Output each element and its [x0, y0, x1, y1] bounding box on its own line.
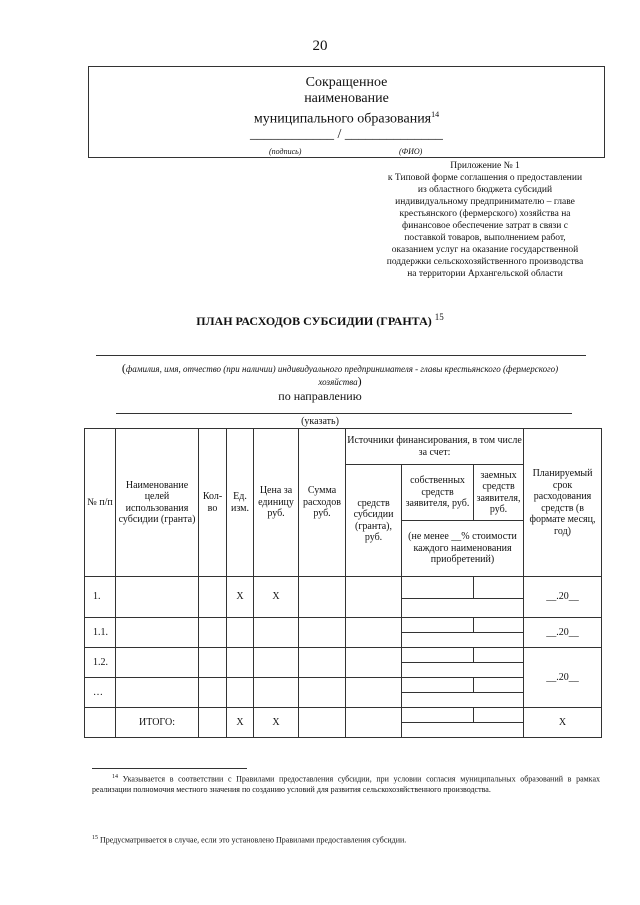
total-sum	[299, 708, 346, 738]
total-price: Х	[254, 708, 299, 738]
row-term: __.20__	[524, 577, 602, 618]
row-term: __.20__	[524, 618, 602, 648]
direction-caption: (указать)	[301, 416, 339, 427]
row-sum	[299, 577, 346, 618]
row-own	[402, 648, 474, 663]
row-price	[254, 648, 299, 678]
header-term: Планируемый срок расходования средств (в формате месяц, год)	[524, 429, 602, 577]
short-name-line3: муниципального образования$^{14}$	[253, 110, 440, 127]
expense-plan-table	[84, 428, 602, 738]
header-loan-funds: заемных средств заявителя, руб.	[474, 465, 524, 521]
total-qty	[199, 708, 227, 738]
short-name-line2: наименование	[304, 91, 389, 106]
appendix-note: Приложение № 1 к Типовой форме соглашения о предоставлении из областного бюджета субсидий индивидуальному предпринимателю – главе крестьянского (фермерского) хозяйства на финансовое обеспечение затрат в связи с поставкой товаров, выполнением работ, оказанием услуг на оказание государственной поддержки сельскохозяйственного производства на территории Архангельской области	[386, 161, 584, 279]
row-qty	[199, 618, 227, 648]
page-number: 20	[312, 38, 328, 54]
footnote-14: $^{14}$ Указывается в соответствии с Правилами предоставления субсидии, при условии согласия муниципальных образований в рамках реализации полномочия местного значения по созданию условий для развития сельскохозяйственного производства.	[92, 774, 600, 795]
row-subsidy	[346, 648, 402, 678]
header-purpose: Наименование целей использования субсидии (гранта)	[116, 429, 199, 577]
signature-block	[88, 66, 605, 158]
row-unit: Х	[227, 577, 254, 618]
row-num: 1.2.	[85, 648, 116, 678]
row-subsidy	[346, 678, 402, 708]
header-own-funds: собственных средств заявителя, руб.	[402, 465, 474, 521]
row-own	[402, 577, 474, 599]
header-qty: Кол-во	[199, 429, 227, 577]
fio-fill-line	[96, 355, 586, 356]
row-price: Х	[254, 577, 299, 618]
header-unit: Ед. изм.	[227, 429, 254, 577]
footnote-ref-14: 14	[431, 110, 440, 119]
header-min-share: (не менее __% стоимости каждого наименования приобретений)	[402, 521, 524, 577]
total-own	[402, 708, 474, 723]
total-share	[402, 723, 524, 738]
row-share	[402, 663, 524, 678]
row-qty	[199, 577, 227, 618]
row-subsidy	[346, 577, 402, 618]
row-sum	[299, 618, 346, 648]
row-loan	[474, 577, 524, 599]
row-price	[254, 678, 299, 708]
footnote-separator	[92, 768, 247, 769]
row-sum	[299, 678, 346, 708]
row-num: …	[85, 678, 116, 708]
total-term: Х	[524, 708, 602, 738]
row-purpose	[116, 618, 199, 648]
row-unit	[227, 618, 254, 648]
page-title: ПЛАН РАСХОДОВ СУБСИДИИ (ГРАНТА) $^{15}$	[196, 312, 444, 328]
row-num: 1.	[85, 577, 116, 618]
row-purpose	[116, 648, 199, 678]
row-unit	[227, 648, 254, 678]
row-loan	[474, 678, 524, 693]
direction-fill-line	[116, 413, 572, 414]
name-caption: (ФИО)	[399, 147, 423, 156]
header-sum: Сумма расходов руб.	[299, 429, 346, 577]
row-own	[402, 618, 474, 633]
total-loan	[474, 708, 524, 723]
footnote-ref-15: 15	[434, 312, 444, 322]
total-subsidy	[346, 708, 402, 738]
signature-line: ____________ / ______________	[250, 127, 443, 142]
row-share	[402, 693, 524, 708]
fio-caption: (фамилия, имя, отчество (при наличии) индивидуального предпринимателя - главы крестьянского (фермерского) хозяйства)	[121, 361, 559, 388]
row-share	[402, 633, 524, 648]
short-name-line1: Сокращенное	[305, 75, 388, 90]
header-num: № п/п	[85, 429, 116, 577]
row-subsidy	[346, 618, 402, 648]
row-num: 1.1.	[85, 618, 116, 648]
header-subsidy: средств субсидии (гранта), руб.	[346, 465, 402, 577]
total-label: ИТОГО:	[116, 708, 199, 738]
header-price: Цена за единицу руб.	[254, 429, 299, 577]
row-sum	[299, 648, 346, 678]
row-loan	[474, 648, 524, 663]
row-share	[402, 599, 524, 618]
header-sources: Источники финансирования, в том числе за счет:	[346, 429, 524, 465]
row-qty	[199, 678, 227, 708]
total-num	[85, 708, 116, 738]
total-unit: Х	[227, 708, 254, 738]
row-loan	[474, 618, 524, 633]
row-qty	[199, 648, 227, 678]
row-purpose	[116, 577, 199, 618]
signature-caption: (подпись)	[269, 147, 302, 156]
footnote-15: $^{15}$ Предусматривается в случае, если это установлено Правилами предоставления субсидии.	[92, 835, 407, 845]
row-price	[254, 618, 299, 648]
row-own	[402, 678, 474, 693]
row-unit	[227, 678, 254, 708]
row-term: __.20__	[524, 648, 602, 708]
row-purpose	[116, 678, 199, 708]
direction-label: по направлению	[278, 389, 362, 403]
